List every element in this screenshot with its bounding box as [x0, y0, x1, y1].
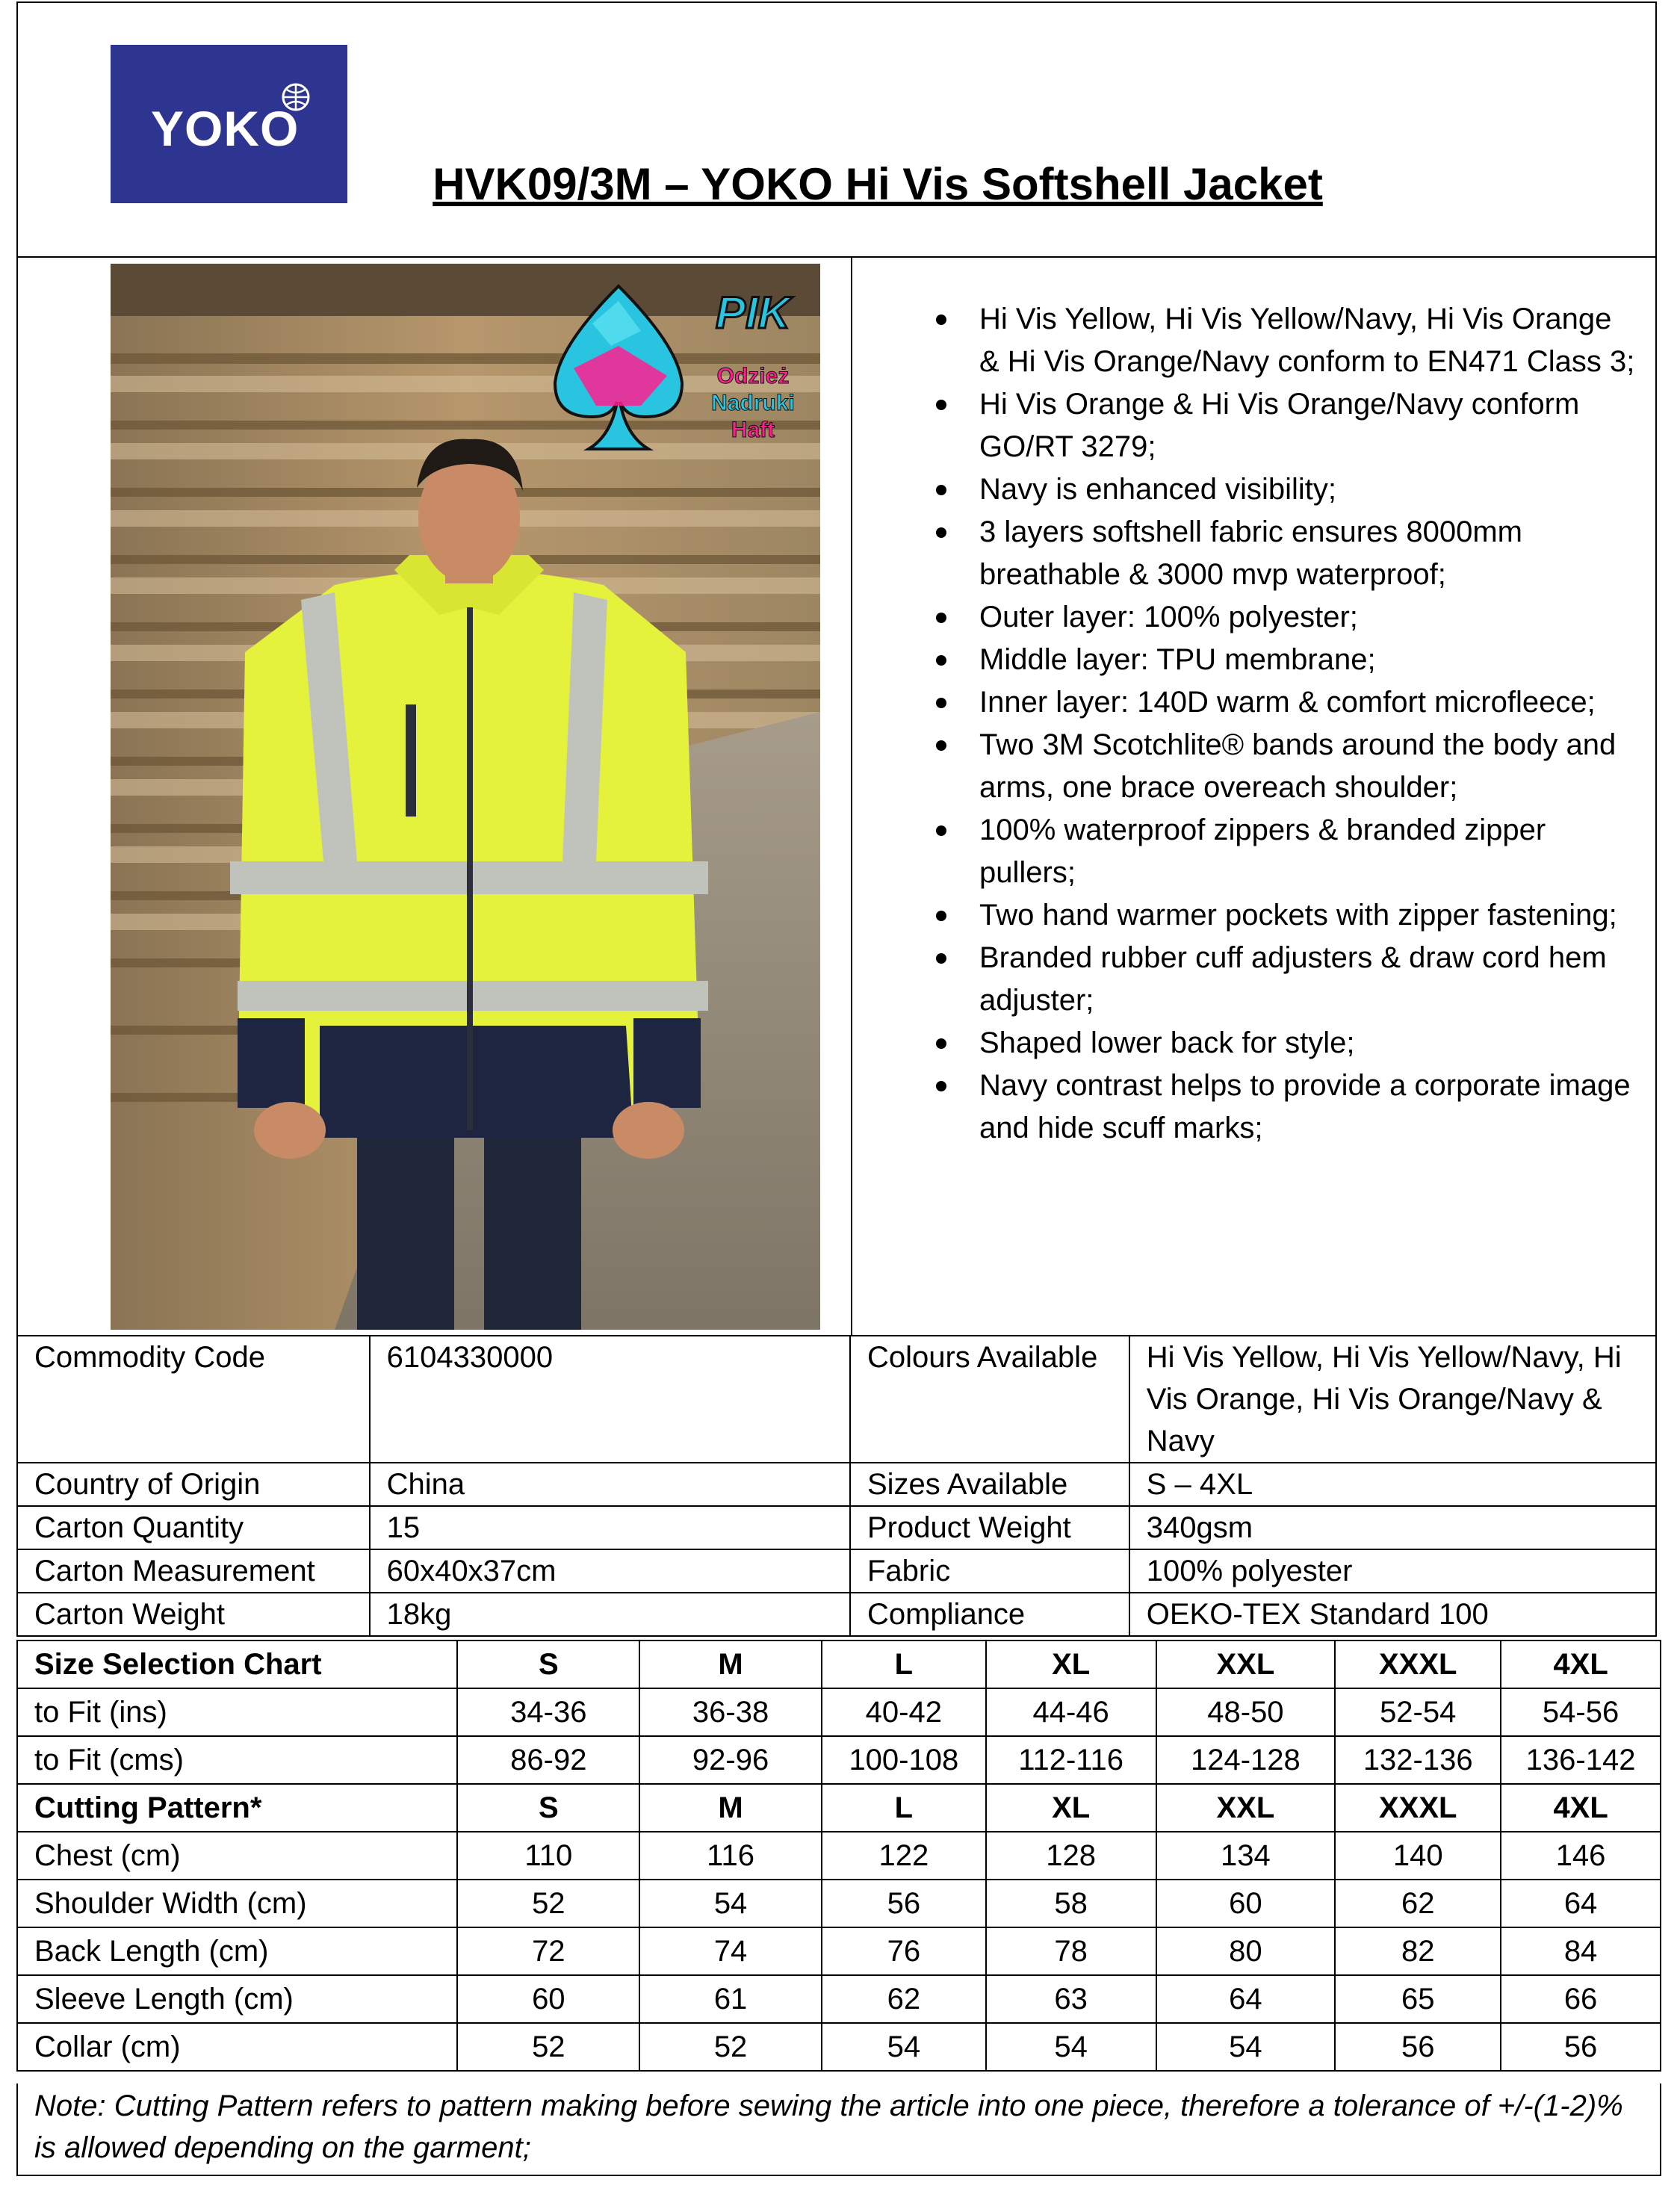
table-row [17, 1506, 1656, 1549]
pattern-header-cell: S [457, 1784, 639, 1832]
table-cell: 122 [822, 1832, 986, 1880]
feature-item: Two hand warmer pockets with zipper fastening; [918, 894, 1635, 937]
info-label: Compliance [850, 1593, 1129, 1636]
table-cell: 76 [822, 1927, 986, 1975]
info-label: Carton Measurement [17, 1549, 370, 1593]
feature-item: Hi Vis Yellow, Hi Vis Yellow/Navy, Hi Vis Orange & Hi Vis Orange/Navy conform to EN471 Class 3; [918, 298, 1635, 383]
size-header-row [17, 1641, 1661, 1688]
table-cell: 52 [457, 2023, 639, 2071]
info-value: 60x40x37cm [370, 1549, 850, 1593]
table-cell: 110 [457, 1832, 639, 1880]
info-label: Commodity Code [17, 1336, 370, 1463]
pik-line-1: Odzież [716, 364, 790, 388]
info-label: Country of Origin [17, 1463, 370, 1506]
product-info-table [16, 1335, 1657, 1637]
size-header-cell: XXXL [1335, 1641, 1501, 1688]
pattern-header-cell: XXXL [1335, 1784, 1501, 1832]
size-header-cell: M [639, 1641, 822, 1688]
table-cell: 56 [822, 1880, 986, 1927]
size-header-cell: XL [986, 1641, 1156, 1688]
table-cell: 64 [1501, 1880, 1661, 1927]
table-cell: 78 [986, 1927, 1156, 1975]
table-cell: 61 [639, 1975, 822, 2023]
table-cell: 66 [1501, 1975, 1661, 2023]
row-label: Collar (cm) [17, 2023, 457, 2071]
table-row [17, 1736, 1661, 1784]
table-cell: 63 [986, 1975, 1156, 2023]
row-label: Chest (cm) [17, 1832, 457, 1880]
row-label: to Fit (ins) [17, 1688, 457, 1736]
feature-item: 3 layers softshell fabric ensures 8000mm breathable & 3000 mvp waterproof; [918, 511, 1635, 596]
logo-text: YOKO [151, 101, 300, 156]
pattern-header-cell: Cutting Pattern* [17, 1784, 457, 1832]
table-cell: 54 [1156, 2023, 1336, 2071]
table-cell: 64 [1156, 1975, 1336, 2023]
table-row [17, 1832, 1661, 1880]
info-label: Colours Available [850, 1336, 1129, 1463]
info-label: Fabric [850, 1549, 1129, 1593]
table-cell: 82 [1335, 1927, 1501, 1975]
size-header-cell: S [457, 1641, 639, 1688]
table-cell: 132-136 [1335, 1736, 1501, 1784]
info-value: 18kg [370, 1593, 850, 1636]
pattern-header-cell: M [639, 1784, 822, 1832]
table-cell: 128 [986, 1832, 1156, 1880]
table-cell: 134 [1156, 1832, 1336, 1880]
table-cell: 136-142 [1501, 1736, 1661, 1784]
table-cell: 56 [1335, 2023, 1501, 2071]
globe-icon [281, 82, 311, 112]
pattern-header-cell: 4XL [1501, 1784, 1661, 1832]
table-row [17, 1593, 1656, 1636]
table-cell: 34-36 [457, 1688, 639, 1736]
info-label: Carton Quantity [17, 1506, 370, 1549]
table-cell: 62 [1335, 1880, 1501, 1927]
info-value: OEKO-TEX Standard 100 [1129, 1593, 1656, 1636]
pattern-header-cell: L [822, 1784, 986, 1832]
info-value: 100% polyester [1129, 1549, 1656, 1593]
table-cell: 92-96 [639, 1736, 822, 1784]
feature-list [918, 298, 1635, 1150]
table-cell: 40-42 [822, 1688, 986, 1736]
table-cell: 60 [457, 1975, 639, 2023]
info-value: 6104330000 [370, 1336, 850, 1463]
pik-line-3: Haft [731, 418, 775, 442]
table-cell: 124-128 [1156, 1736, 1336, 1784]
table-cell: 54 [822, 2023, 986, 2071]
pik-line-2: Nadruki [711, 391, 795, 415]
table-cell: 48-50 [1156, 1688, 1336, 1736]
table-cell: 72 [457, 1927, 639, 1975]
table-row [17, 1463, 1656, 1506]
table-cell: 140 [1335, 1832, 1501, 1880]
table-row [17, 2023, 1661, 2071]
info-value: China [370, 1463, 850, 1506]
info-label: Carton Weight [17, 1593, 370, 1636]
page-title: HVK09/3M – YOKO Hi Vis Softshell Jacket [433, 159, 1323, 209]
row-label: to Fit (cms) [17, 1736, 457, 1784]
info-value: Hi Vis Yellow, Hi Vis Yellow/Navy, Hi Vis Orange, Hi Vis Orange/Navy & Navy [1129, 1336, 1656, 1463]
table-row [17, 1549, 1656, 1593]
table-cell: 84 [1501, 1927, 1661, 1975]
feature-item: Navy is enhanced visibility; [918, 468, 1635, 511]
table-cell: 86-92 [457, 1736, 639, 1784]
pik-text: PIK [715, 288, 791, 338]
table-cell: 54 [639, 1880, 822, 1927]
table-cell: 58 [986, 1880, 1156, 1927]
product-photo [111, 264, 820, 1330]
pattern-header-cell: XL [986, 1784, 1156, 1832]
size-header-cell: 4XL [1501, 1641, 1661, 1688]
info-value: 15 [370, 1506, 850, 1549]
table-cell: 116 [639, 1832, 822, 1880]
table-row [17, 1975, 1661, 2023]
size-header-cell: XXL [1156, 1641, 1336, 1688]
size-chart-table [16, 1640, 1661, 2072]
feature-item: Shaped lower back for style; [918, 1022, 1635, 1065]
pattern-header-row [17, 1784, 1661, 1832]
size-header-cell: Size Selection Chart [17, 1641, 457, 1688]
header [16, 1, 1657, 258]
info-value: S – 4XL [1129, 1463, 1656, 1506]
table-cell: 146 [1501, 1832, 1661, 1880]
feature-item: Middle layer: TPU membrane; [918, 639, 1635, 681]
info-value: 340gsm [1129, 1506, 1656, 1549]
feature-item: Inner layer: 140D warm & comfort microfleece; [918, 681, 1635, 724]
feature-item: Branded rubber cuff adjusters & draw cord hem adjuster; [918, 937, 1635, 1022]
table-row [17, 1688, 1661, 1736]
table-cell: 56 [1501, 2023, 1661, 2071]
table-cell: 54 [986, 2023, 1156, 2071]
info-label: Product Weight [850, 1506, 1129, 1549]
table-cell: 54-56 [1501, 1688, 1661, 1736]
table-cell: 62 [822, 1975, 986, 2023]
table-row [17, 1927, 1661, 1975]
feature-item: Two 3M Scotchlite® bands around the body and arms, one brace overeach shoulder; [918, 724, 1635, 809]
table-cell: 52 [457, 1880, 639, 1927]
size-header-cell: L [822, 1641, 986, 1688]
row-label: Sleeve Length (cm) [17, 1975, 457, 2023]
info-label: Sizes Available [850, 1463, 1129, 1506]
table-cell: 112-116 [986, 1736, 1156, 1784]
row-label: Shoulder Width (cm) [17, 1880, 457, 1927]
table-cell: 52 [639, 2023, 822, 2071]
feature-item: 100% waterproof zippers & branded zipper pullers; [918, 809, 1635, 894]
table-cell: 60 [1156, 1880, 1336, 1927]
feature-item: Hi Vis Orange & Hi Vis Orange/Navy conform GO/RT 3279; [918, 383, 1635, 468]
table-cell: 44-46 [986, 1688, 1156, 1736]
column-divider [851, 256, 852, 1335]
table-cell: 65 [1335, 1975, 1501, 2023]
row-label: Back Length (cm) [17, 1927, 457, 1975]
pattern-header-cell: XXL [1156, 1784, 1336, 1832]
table-cell: 80 [1156, 1927, 1336, 1975]
table-cell: 100-108 [822, 1736, 986, 1784]
cutting-pattern-note: Note: Cutting Pattern refers to pattern making before sewing the article into one piece, therefore a tolerance of +/-(1-2)% is allowed depending on the garment; [16, 2083, 1661, 2176]
feature-item: Outer layer: 100% polyester; [918, 596, 1635, 639]
table-cell: 36-38 [639, 1688, 822, 1736]
product-section [16, 256, 1657, 1336]
pik-watermark-logo [529, 279, 798, 465]
table-cell: 52-54 [1335, 1688, 1501, 1736]
table-row [17, 1880, 1661, 1927]
table-cell: 74 [639, 1927, 822, 1975]
table-row [17, 1336, 1656, 1463]
feature-item: Navy contrast helps to provide a corporate image and hide scuff marks; [918, 1065, 1635, 1150]
